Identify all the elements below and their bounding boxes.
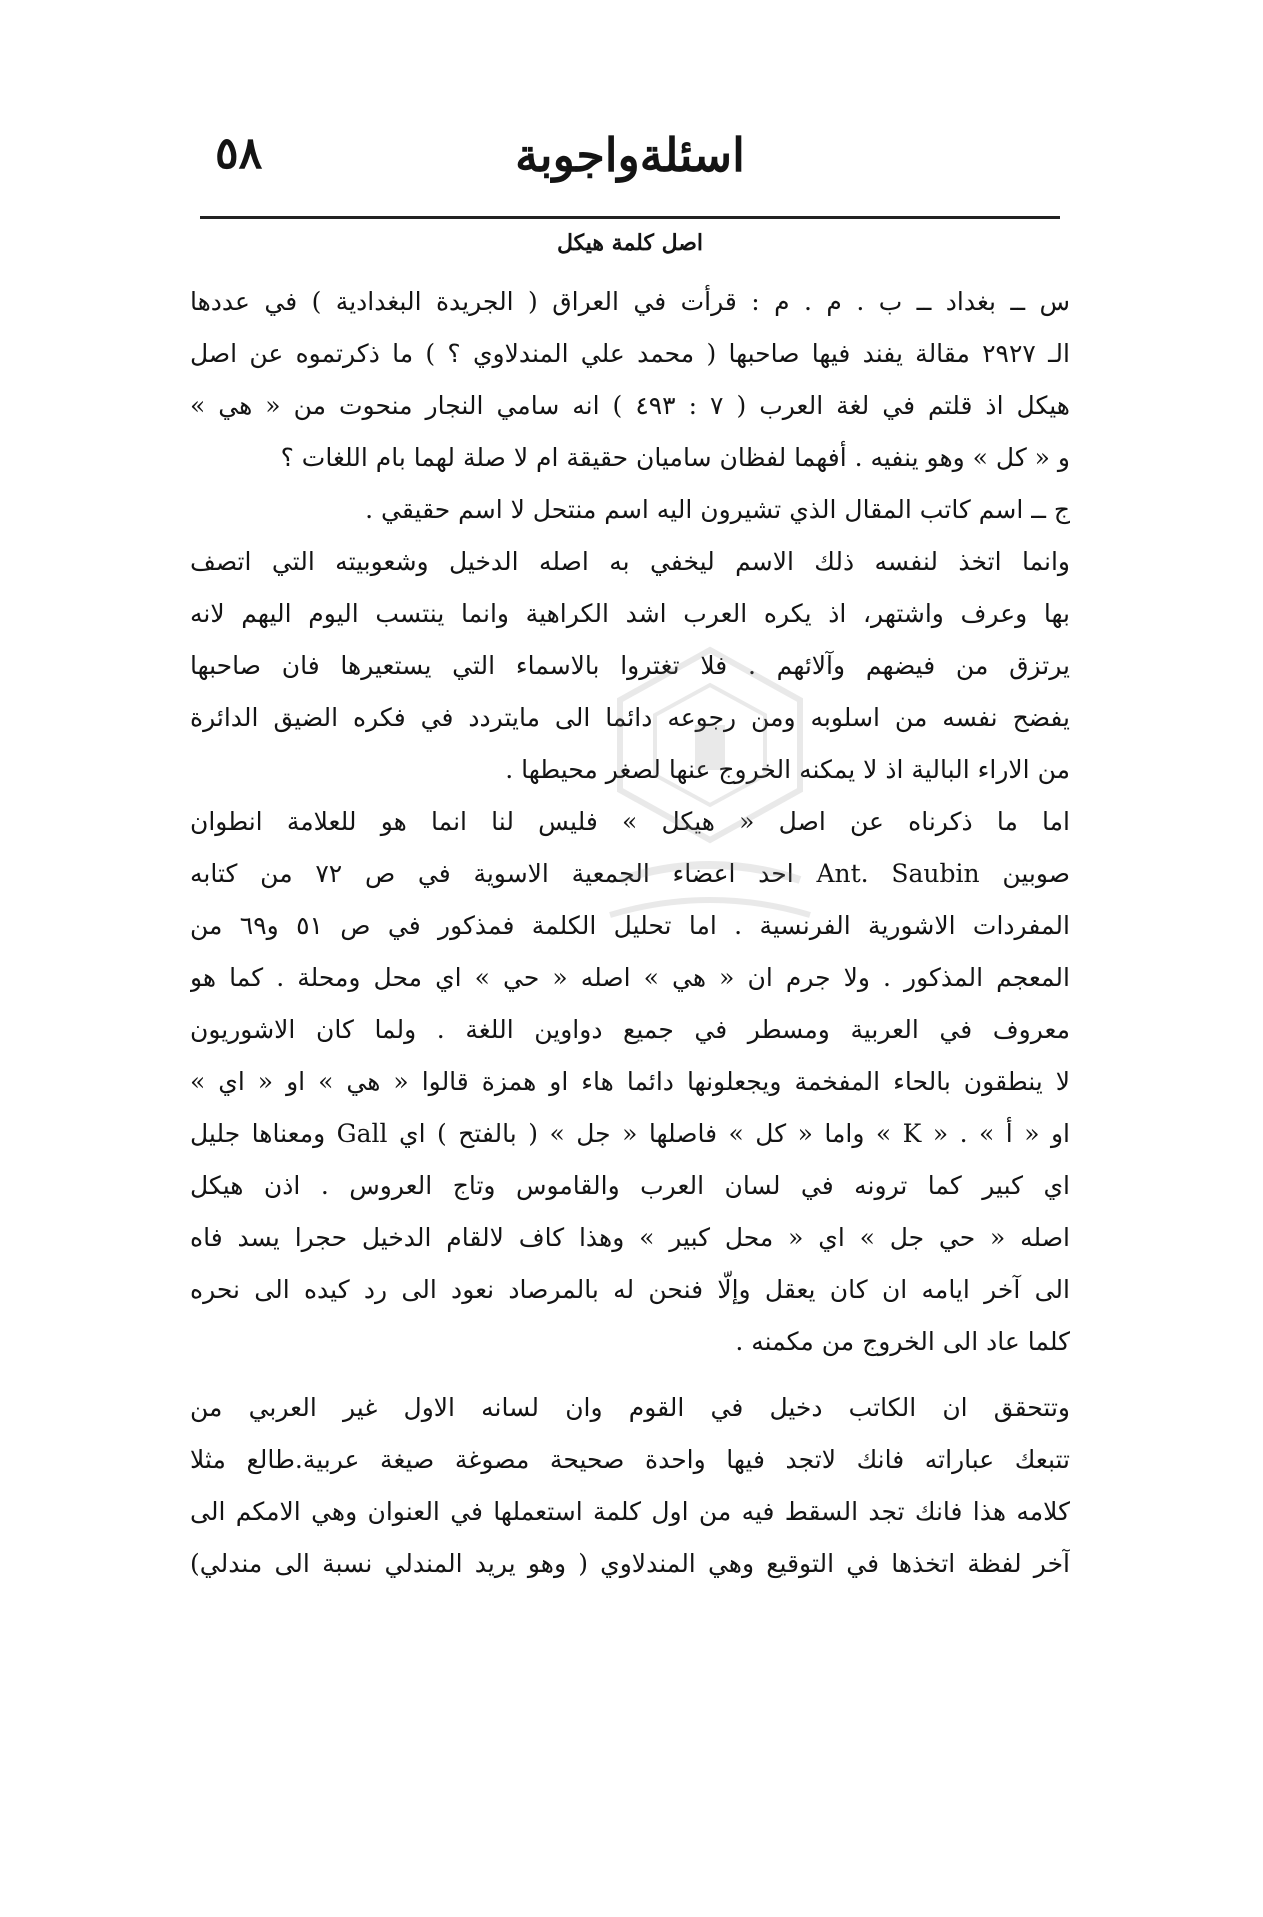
text-line: كلامه هذا فانك تجد السقط فيه من اول كلمة استعملها في العنوان وهي الامكم الى: [190, 1497, 1070, 1526]
text-line: المعجم المذكور . ولا جرم ان « هي » اصله « حي » اي محل ومحلة . كما هو: [190, 963, 1070, 992]
text-line: معروف في العربية ومسطر في جميع دواوين اللغة . ولما كان الاشوريون: [190, 1015, 1070, 1044]
text-line: بها وعرف واشتهر، اذ يكره العرب اشد الكراهية وانما ينتسب اليوم اليهم لانه: [190, 599, 1070, 628]
text-line: وتتحقق ان الكاتب دخيل في القوم وان لسانه الاول غير العربي من: [190, 1393, 1070, 1422]
question-paragraph: [190, 276, 1070, 484]
library-seal-icon: [600, 640, 820, 940]
text-line: يرتزق من فيضهم وآلائهم . فلا تغتروا بالاسماء التي يستعيرها فان صاحبها: [190, 651, 1070, 680]
running-title: اسئلةواجوبة: [515, 128, 745, 182]
text-line: او « أ » . « K » واما « كل » فاصلها « جل » ( بالفتح ) اي Gall ومعناها جليل: [190, 1119, 1070, 1148]
text-line: يفضح نفسه من اسلوبه ومن رجوعه دائما الى مايتردد في فكره الضيق الدائرة: [190, 703, 1070, 732]
closing-paragraph: [190, 1382, 1070, 1590]
text-line: و « كل » وهو ينفيه . أفهما لفظان ساميان حقيقة ام لا صلة لهما بام اللغات ؟: [280, 443, 1070, 472]
text-line: المفردات الاشورية الفرنسية . اما تحليل الكلمة فمذكور في ص ٥١ و٦٩ من: [190, 911, 1070, 940]
text-line: اما ما ذكرناه عن اصل « هيكل » فليس لنا انما هو للعلامة انطوان: [190, 807, 1070, 836]
section-title: اصل كلمة هيكل: [556, 230, 704, 256]
text-line: الـ ٢٩٢٧ مقالة يفند فيها صاحبها ( محمد علي المندلاوي ؟ ) ما ذكرتموه عن اصل: [190, 339, 1070, 368]
text-line: تتبعك عباراته فانك لاتجد فيها واحدة صحيحة مصوغة صيغة عربية.طالع مثلا: [190, 1445, 1070, 1474]
text-line: من الاراء البالية اذ لا يمكنه الخروج عنها لصغر محيطها .: [505, 755, 1070, 784]
text-line: الى آخر ايامه ان كان يعقل وإلّا فنحن له بالمرصاد نعود الى رد كيده الى نحره: [190, 1275, 1070, 1304]
header-divider: [200, 216, 1060, 219]
page-header: [215, 128, 1045, 208]
text-line: هيكل اذ قلتم في لغة العرب ( ٧ : ٤٩٣ ) انه سامي النجار منحوت من « هي »: [190, 391, 1070, 420]
text-line: صوبين Ant. Saubin احد اعضاء الجمعية الاسوية في ص ٧٢ من كتابه: [190, 859, 1070, 888]
text-line: اي كبير كما ترونه في لسان العرب والقاموس وتاج العروس . اذن هيكل: [190, 1171, 1070, 1200]
text-line: آخر لفظة اتخذها في التوقيع وهي المندلاوي ( وهو يريد المندلي نسبة الى مندلي): [190, 1549, 1070, 1578]
text-line: ج ــ اسم كاتب المقال الذي تشيرون اليه اسم منتحل لا اسم حقيقي .: [365, 495, 1070, 524]
text-line: وانما اتخذ لنفسه ذلك الاسم ليخفي به اصله الدخيل وشعوبيته التي اتصف: [190, 547, 1070, 576]
text-line: س ــ بغداد ــ ب . م . م : قرأت في العراق ( الجريدة البغدادية ) في عددها: [190, 287, 1070, 316]
text-line: لا ينطقون بالحاء المفخمة ويجعلونها دائما هاء او همزة قالوا « هي » او « اي »: [190, 1067, 1070, 1096]
page-number: ٥٨: [215, 128, 263, 179]
text-line: كلما عاد الى الخروج من مكمنه .: [735, 1327, 1070, 1356]
text-line: اصله « حي جل » اي « محل كبير » وهذا كاف لالقام الدخيل حجرا يسد فاه: [190, 1223, 1070, 1252]
